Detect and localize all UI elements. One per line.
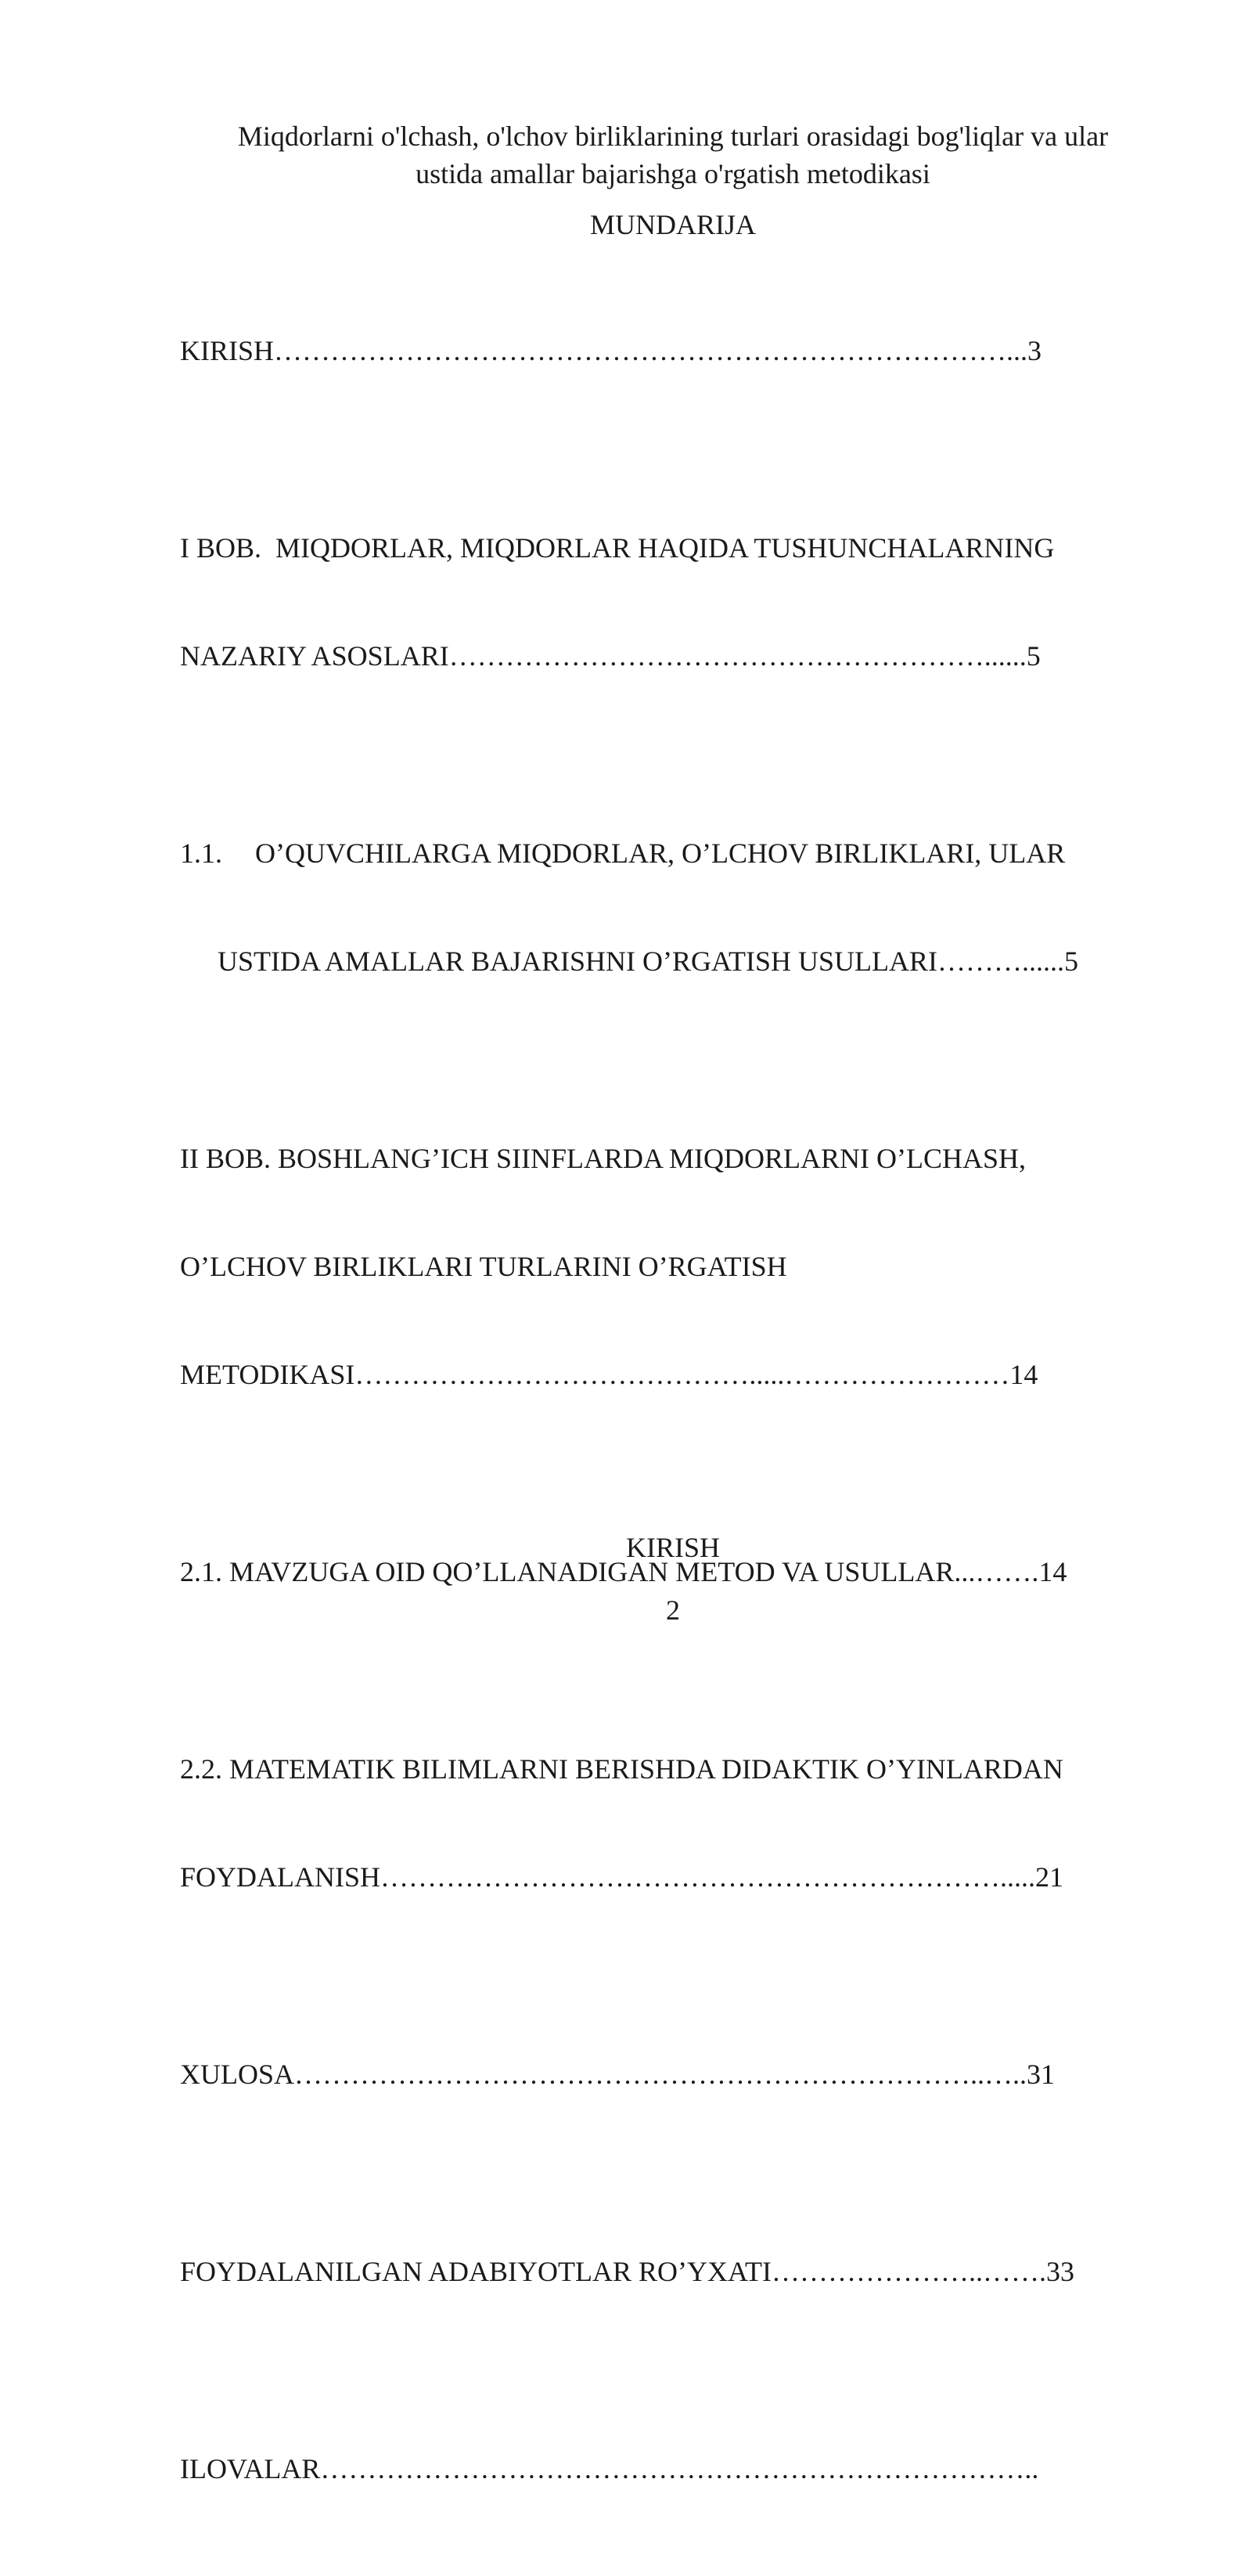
toc-entry-line	[180, 835, 1127, 871]
toc-section-number: 1.1.	[180, 838, 222, 869]
toc-entry-text: I BOB. MIQDORLAR, MIQDORLAR HAQIDA TUSHUNCHALARNING	[180, 532, 1055, 564]
toc-heading: MUNDARIJA	[589, 209, 756, 240]
toc-entry-text: 2.1. MAVZUGA OID QO’LLANADIGAN METOD VA USULLAR...…….14	[180, 1556, 1067, 1587]
title-line-1: Miqdorlarni o'lchash, o'lchov birliklarining turlari orasidagi bog'liqlar va ular	[237, 121, 1109, 152]
toc-entry-text: KIRISH……………………………………………………………………...3	[180, 335, 1042, 366]
toc-entry-text: O’QUVCHILARGA MIQDORLAR, O’LCHOV BIRLIKLARI, ULAR	[255, 838, 1066, 869]
toc-entry-text: USTIDA AMALLAR BAJARISHNI O’RGATISH USULLARI………......5	[218, 946, 1079, 977]
toc-entry-text: XULOSA………………………………………………………………..…..31	[180, 2059, 1056, 2090]
toc-entry-text: NAZARIY ASOSLARI…………………………………………………......5	[180, 640, 1041, 672]
title-line-2: ustida amallar bajarishga o'rgatish metodikasi	[416, 158, 930, 189]
toc-entry-text: ILOVALAR…………………………………………………………………..	[180, 2453, 1039, 2484]
toc-entry-text: 2.2. MATEMATIK BILIMLARNI BERISHDA DIDAKTIK O’YINLARDAN	[180, 1753, 1063, 1785]
toc-entry-adabiyotlar[interactable]	[180, 2181, 1127, 2362]
toc-entry-text: METODIKASI…………………………………….....……………………14	[180, 1359, 1038, 1390]
page-number: 2	[666, 1594, 680, 1626]
toc-entry-section-1-1[interactable]	[180, 763, 1127, 1051]
toc-entry-chapter-2[interactable]	[180, 1068, 1127, 1465]
document-title	[211, 117, 1135, 193]
toc-entry-text: II BOB. BOSHLANG’ICH SIINFLARDA MIQDORLARNI O’LCHASH,	[180, 1143, 1027, 1174]
toc-entry-xulosa[interactable]	[180, 1984, 1127, 2164]
toc-entry-text: FOYDALANISH………………………………………………………….....21	[180, 1861, 1064, 1893]
intro-heading: KIRISH	[625, 1532, 720, 1563]
table-of-contents	[180, 261, 1127, 2576]
toc-entry-section-2-1[interactable]	[180, 1482, 1127, 1662]
toc-entry-text: O’LCHOV BIRLIKLARI TURLARINI O’RGATISH	[180, 1251, 787, 1282]
toc-entry-ilovalar[interactable]	[180, 2379, 1127, 2559]
toc-entry-kirish[interactable]	[180, 261, 1127, 441]
toc-entry-chapter-1[interactable]	[180, 458, 1127, 746]
toc-entry-section-2-2[interactable]	[180, 1679, 1127, 1967]
toc-entry-text: FOYDALANILGAN ADABIYOTLAR RO’YXATI…………………..…….33	[180, 2256, 1074, 2287]
